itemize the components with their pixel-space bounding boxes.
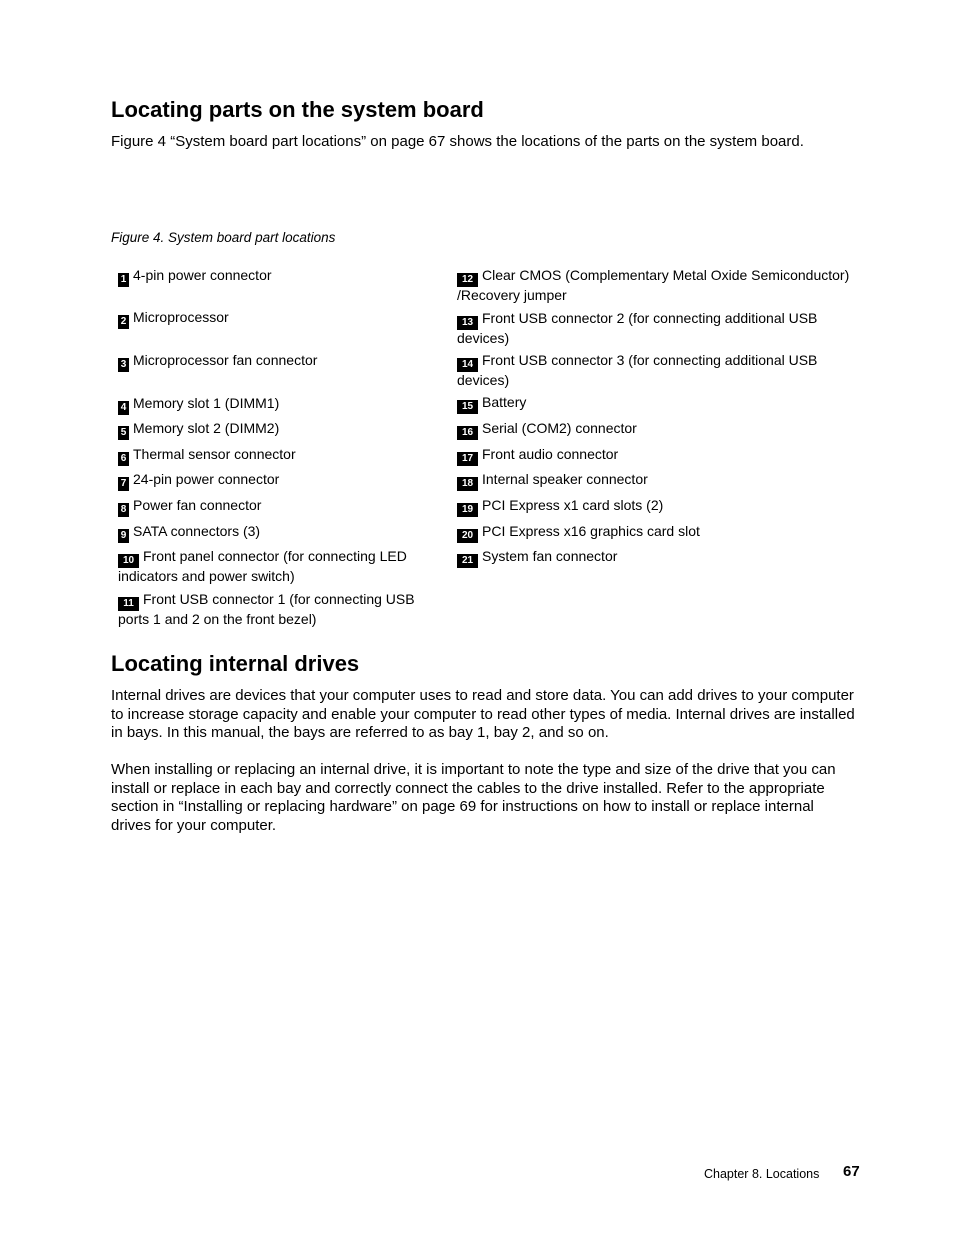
callout-number: 18 (457, 477, 478, 491)
legend-text: Memory slot 2 (DIMM2) (133, 420, 280, 436)
system-board-intro: Figure 4 “System board part locations” on page 67 shows the locations of the parts on the system board. (111, 133, 804, 150)
callout-number: 15 (457, 400, 478, 414)
callout-number: 1 (118, 273, 129, 287)
callout-number: 14 (457, 358, 478, 372)
callout-number: 7 (118, 477, 129, 491)
legend-text: 24-pin power connector (133, 471, 280, 487)
legend-item (118, 471, 438, 491)
legend-text: System fan connector (482, 548, 618, 564)
page-number: 67 (843, 1163, 860, 1180)
legend-item (457, 394, 862, 414)
legend-item (118, 591, 426, 628)
figure-caption: Figure 4. System board part locations (111, 230, 336, 245)
legend-text: Serial (COM2) connector (482, 420, 637, 436)
legend-item (118, 523, 438, 543)
legend-text: 4-pin power connector (133, 267, 272, 283)
callout-number: 5 (118, 426, 129, 440)
legend-text: SATA connectors (3) (133, 523, 261, 539)
legend-item (118, 497, 438, 517)
callout-number: 6 (118, 452, 129, 466)
legend-text: Front audio connector (482, 446, 619, 462)
callout-number: 12 (457, 273, 478, 287)
callout-number: 3 (118, 358, 129, 372)
legend-text: Clear CMOS (Complementary Metal Oxide Semiconductor) /Recovery jumper (457, 267, 850, 303)
legend-item (118, 395, 438, 415)
legend-item (457, 497, 862, 517)
legend-text: Thermal sensor connector (133, 446, 296, 462)
legend-item (457, 267, 862, 304)
callout-number: 13 (457, 316, 478, 330)
callout-number: 21 (457, 554, 478, 568)
callout-number: 9 (118, 529, 129, 543)
callout-number: 20 (457, 529, 478, 543)
callout-number: 11 (118, 597, 139, 611)
legend-item (457, 310, 837, 347)
legend-text: Battery (482, 394, 527, 410)
legend-text: Microprocessor fan connector (133, 352, 318, 368)
legend-item (118, 309, 438, 329)
section-heading-system-board: Locating parts on the system board (111, 97, 484, 122)
legend-item (457, 352, 837, 389)
legend-item (118, 352, 438, 372)
section-heading-internal-drives: Locating internal drives (111, 651, 360, 676)
legend-text: Power fan connector (133, 497, 262, 513)
footer-chapter: Chapter 8. Locations (704, 1167, 820, 1181)
callout-number: 8 (118, 503, 129, 517)
internal-drives-paragraph-2: When installing or replacing an internal drive, it is important to note the type and size of the drive that you can install or replace in each bay and correctly connect the cables to the drive installed. Refer to the appropriate section in “Installing or replacing hardware” on page 69 for instructions on how to install or replace internal drives for your computer. (111, 761, 836, 834)
legend-item (457, 523, 862, 543)
legend-item (118, 420, 438, 440)
internal-drives-paragraph-1: Internal drives are devices that your computer uses to read and store data. You can add drives to your computer to increase storage capacity and enable your computer to read other types of media. Internal drives are installed in bays. In this manual, the bays are referred to as bay 1, bay 2, and so on. (111, 687, 855, 741)
legend-text: PCI Express x16 graphics card slot (482, 523, 700, 539)
callout-number: 19 (457, 503, 478, 517)
callout-number: 4 (118, 401, 129, 415)
callout-number: 10 (118, 554, 139, 568)
legend-item (118, 446, 438, 466)
legend-item (457, 446, 862, 466)
legend-item (457, 420, 862, 440)
legend-item (118, 267, 438, 287)
legend-text: Microprocessor (133, 309, 229, 325)
legend-item (457, 548, 862, 568)
callout-number: 2 (118, 315, 129, 329)
legend-text: PCI Express x1 card slots (2) (482, 497, 664, 513)
legend-text: Front USB connector 1 (for connecting USB ports 1 and 2 on the front bezel) (118, 591, 415, 627)
legend-item (457, 471, 862, 491)
legend-item (118, 548, 418, 585)
callout-number: 16 (457, 426, 478, 440)
legend-text: Front USB connector 2 (for connecting additional USB devices) (457, 310, 818, 346)
callout-number: 17 (457, 452, 478, 466)
legend-text: Front panel connector (for connecting LED indicators and power switch) (118, 548, 407, 584)
legend-text: Internal speaker connector (482, 471, 648, 487)
legend-text: Front USB connector 3 (for connecting additional USB devices) (457, 352, 818, 388)
legend-text: Memory slot 1 (DIMM1) (133, 395, 280, 411)
